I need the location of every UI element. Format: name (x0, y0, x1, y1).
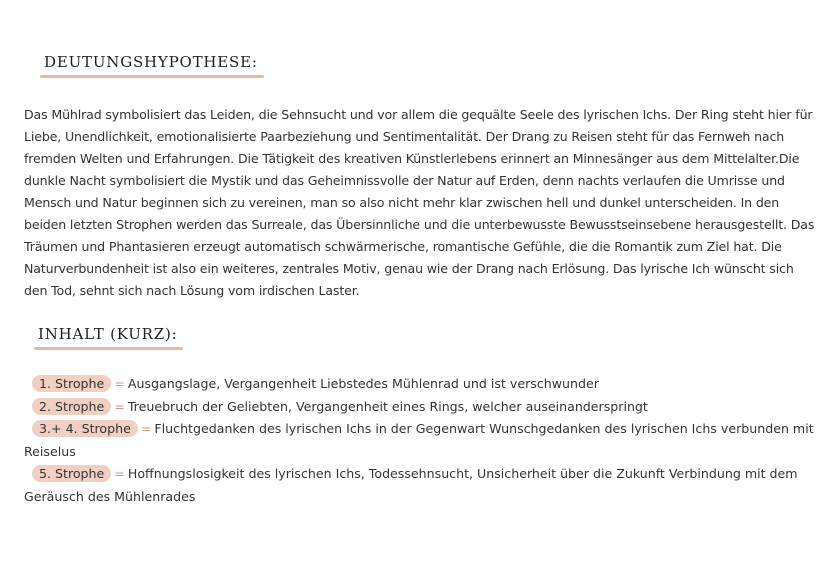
heading-inhalt: INHALT (KURZ): (32, 325, 183, 346)
strophen-list (24, 373, 819, 508)
paragraph-deutungshypothese: Das Mühlrad symbolisiert das Leiden, die Sehnsucht und vor allem die gequälte Seele des lyrischen Ichs. Der Ring steht hier für Liebe, Unendlichkeit, emotionalisierte Paarbeziehung und Sentimentalität. Der Drang zu Reisen steht für das Fernweh nach fremden Welten und Erfahrungen. Die Tätigkeit des kreativen Künstlerlebens erinnert an Minnesänger aus dem Mittelalter.Die dunkle Nacht symbolisiert die Mystik und das Geheimnissvolle der Natur auf Erden, denn nachts verlaufen die Umrisse und Mensch und Natur beginnen sich zu vereinen, man so also nicht mehr klar zwischen hell und dunkel unterscheiden. In den beiden letzten Strophen werden das Surreale, das Übersinnliche und die unterbewusste Bewusstseinsebene herausgestellt. Das Träumen und Phantasieren erzeugt automatisch schwärmerische, romantische Gefühle, die die Romantik zum Ziel hat. Die Naturverbundenheit ist also ein weiteres, zentrales Motiv, genau wie der Drang nach Erlösung. Das lyrische Ich wünscht sich den Tod, sehnt sich nach Lösung vom irdischen Laster. (24, 107, 815, 298)
equals-sign: = (114, 398, 125, 414)
list-item (24, 396, 819, 419)
strophe-text: Treuebruch der Geliebten, Vergangenheit eines Rings, welcher auseinanderspringt (127, 398, 648, 414)
strophe-text: Fluchtgedanken des lyrischen Ichs in der Gegenwart Wunschgedanken des lyrischen Ichs verbunden mit Reiselus (24, 421, 814, 459)
equals-sign: = (114, 376, 125, 391)
equals-sign: = (114, 466, 125, 481)
strophe-text: Ausgangslage, Vergangenheit Liebstedes Mühlenrad und ist verschwunder (127, 376, 599, 391)
strophe-label: 1. Strophe (32, 375, 111, 392)
list-item (24, 418, 819, 463)
equals-sign: = (140, 421, 152, 436)
strophe-label: 2. Strophe (32, 398, 111, 415)
strophe-text: Hoffnungslosigkeit des lyrischen Ichs, Todessehnsucht, Unsicherheit über die Zukunft Verbindung mit dem Geräusch des Mühlenrades (24, 466, 798, 504)
strophe-label: 3.+ 4. Strophe (32, 420, 138, 437)
list-item (24, 373, 819, 396)
list-item (24, 463, 819, 508)
strophe-label: 5. Strophe (32, 465, 111, 482)
heading-deutungshypothese: DEUTUNGSHYPOTHESE: (38, 53, 264, 74)
